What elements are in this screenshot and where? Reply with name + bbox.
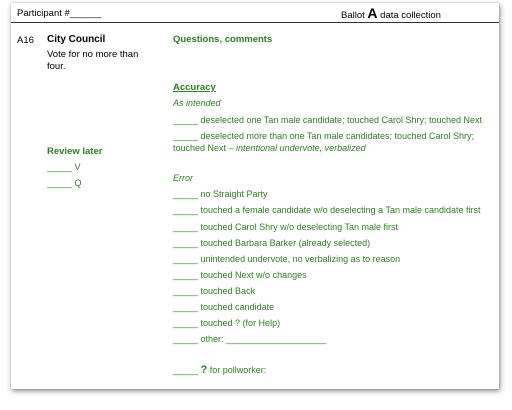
pollworker-blank: _____: [173, 365, 201, 375]
error-item: _____ touched Carol Shry w/o deselecting Tan male first: [173, 222, 398, 232]
as-intended-item-note: intentional undervote, verbalized: [236, 143, 366, 153]
contest-code: A16: [17, 35, 34, 46]
error-item: _____ touched Next w/o changes: [173, 270, 307, 280]
ballot-suffix: data collection: [377, 10, 441, 21]
error-item: _____ other: ____________________: [173, 334, 327, 344]
ballot-prefix: Ballot: [341, 10, 368, 21]
as-intended-item: [173, 130, 495, 154]
accuracy-label: Accuracy: [173, 82, 216, 93]
review-item-q: _____ Q: [47, 178, 82, 188]
review-item-v: _____ V: [47, 162, 81, 172]
participant-number-field: Participant #______: [17, 8, 102, 19]
form-header: [11, 3, 499, 23]
error-item: _____ touched candidate: [173, 302, 275, 312]
error-item: _____ touched ? (for Help): [173, 318, 281, 328]
pollworker-question: [173, 364, 495, 376]
form-page: [11, 3, 499, 389]
error-label: Error: [173, 173, 193, 183]
error-item: _____ touched Back: [173, 286, 256, 296]
as-intended-item-text: _____ deselected more than one Tan male candidates; touched Carol Shry; touched Next –: [173, 131, 475, 153]
pollworker-text: for pollworker:: [207, 365, 267, 375]
error-item: _____ no Straight Party: [173, 189, 268, 199]
question-mark-icon: ?: [200, 364, 208, 376]
contest-instruction: Vote for no more than four.: [47, 49, 139, 72]
contest-title: City Council: [47, 34, 106, 45]
as-intended-label: As intended: [173, 98, 221, 108]
error-item: _____ touched a female candidate w/o deselecting a Tan male candidate first: [173, 205, 481, 215]
error-item: _____ touched Barbara Barker (already selected): [173, 238, 371, 248]
review-later-label: Review later: [47, 146, 103, 157]
ballot-title: [341, 5, 441, 21]
error-item: _____ unintended undervote, no verbalizing as to reason: [173, 254, 401, 264]
questions-heading: Questions, comments: [173, 34, 273, 45]
as-intended-item: _____ deselected one Tan male candidate; touched Carol Shry; touched Next: [173, 115, 483, 125]
ballot-letter: A: [367, 5, 378, 21]
